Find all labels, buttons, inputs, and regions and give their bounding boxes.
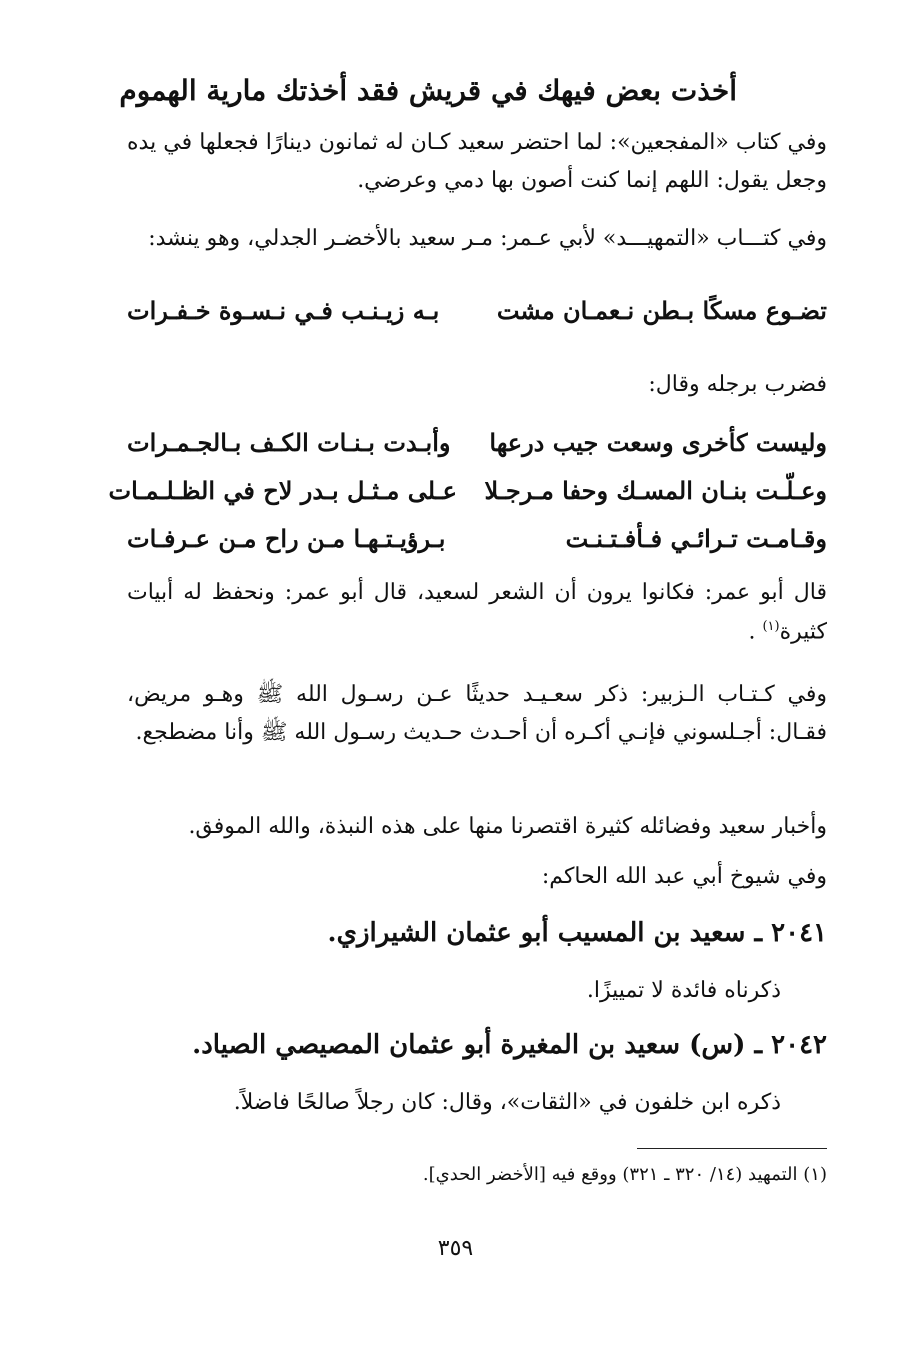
header-verse: أخذت بعض فيهك في قريش فقد أخذتك مارية الهموم	[119, 74, 737, 107]
paragraph-text: قال أبو عمر: فكانوا يرون أن الشعر لسعيد، قال أبو عمر: ونحفظ له أبيات كثيرة	[127, 580, 827, 645]
verse-hemistich-right: وقـامـت تـرائـي فـأفـتـنـت	[565, 524, 827, 553]
paragraph-mufjiin: وفي كتاب «المفجعين»: لما احتضر سعيد كـان له ثمانون دينارًا فجعلها في يده وجعل يقول: اللهم إنما كنت أصون بها دمي وعرضي.	[127, 130, 827, 193]
verse-line	[127, 428, 827, 468]
verse-line	[108, 476, 827, 516]
verse-hemistich-left: عـلى مـثـل بـدر لاح في الظـلـمـات	[108, 476, 457, 505]
footnote-marker: (١)	[762, 619, 780, 634]
paragraph-daraba: فضرب برجله وقال:	[648, 372, 827, 397]
paragraph-shuyukh: وفي شيوخ أبي عبد الله الحاكم:	[541, 864, 827, 889]
paragraph-abu-umar	[127, 576, 827, 649]
entry-2042-text: ذكره ابن خلفون في «الثقات»، وقال: كان رجلاً صالحًا فاضلاً.	[233, 1090, 781, 1115]
paragraph-zubayr: وفي كـتـاب الـزبير: ذكر سعـيـد حديثًا عـن رسـول الله ﷺ وهـو مريض، فقـال: أجـلسوني فإنـي أكـره أن أحـدث حـديث رسـول الله ﷺ وأنا مضطجع.	[127, 682, 827, 745]
footnote-divider	[637, 1148, 827, 1149]
footnote: (١) التمهيد (١٤/ ٣٢٠ ـ ٣٢١) ووقع فيه [الأخضر الحدي].	[422, 1164, 827, 1185]
paragraph-end: .	[748, 619, 756, 645]
verse-hemistich-right: وعـلّـت بنـان المسـك وحفا مـرجـلا	[484, 476, 827, 505]
verse-hemistich-right: وليست كأخرى وسعت جيب درعها	[489, 428, 827, 457]
entry-2042-title: ٢٠٤٢ ـ (س) سعيد بن المغيرة أبو عثمان المصيصي الصياد.	[192, 1030, 827, 1060]
page-number: ٣٥٩	[437, 1236, 474, 1261]
verse-hemistich-right: تضـوع مسكًا بـطن نـعمـان مشت	[496, 296, 827, 325]
verse-hemistich-left: وأبـدت بـنـات الكـف بـالجـمـرات	[127, 428, 451, 457]
verse-line	[127, 296, 827, 336]
verse-hemistich-left: بـه زيـنـب فـي نـسـوة خـفـرات	[127, 296, 440, 325]
entry-2041-text: ذكرناه فائدة لا تمييزًا.	[586, 978, 781, 1003]
verse-line	[127, 524, 827, 564]
verse-hemistich-left: بـرؤيـتـهـا مـن راح مـن عـرفـات	[127, 524, 446, 553]
paragraph-akhbar: وأخبار سعيد وفضائله كثيرة اقتصرنا منها على هذه النبذة، والله الموفق.	[188, 814, 827, 839]
paragraph-tamhid: وفي كتـــاب «التمهيـــد» لأبي عـمر: مـر سعيد بالأخضـر الجدلي، وهو ينشد:	[148, 226, 827, 251]
entry-2041-title: ٢٠٤١ ـ سعيد بن المسيب أبو عثمان الشيرازي.	[327, 918, 827, 948]
